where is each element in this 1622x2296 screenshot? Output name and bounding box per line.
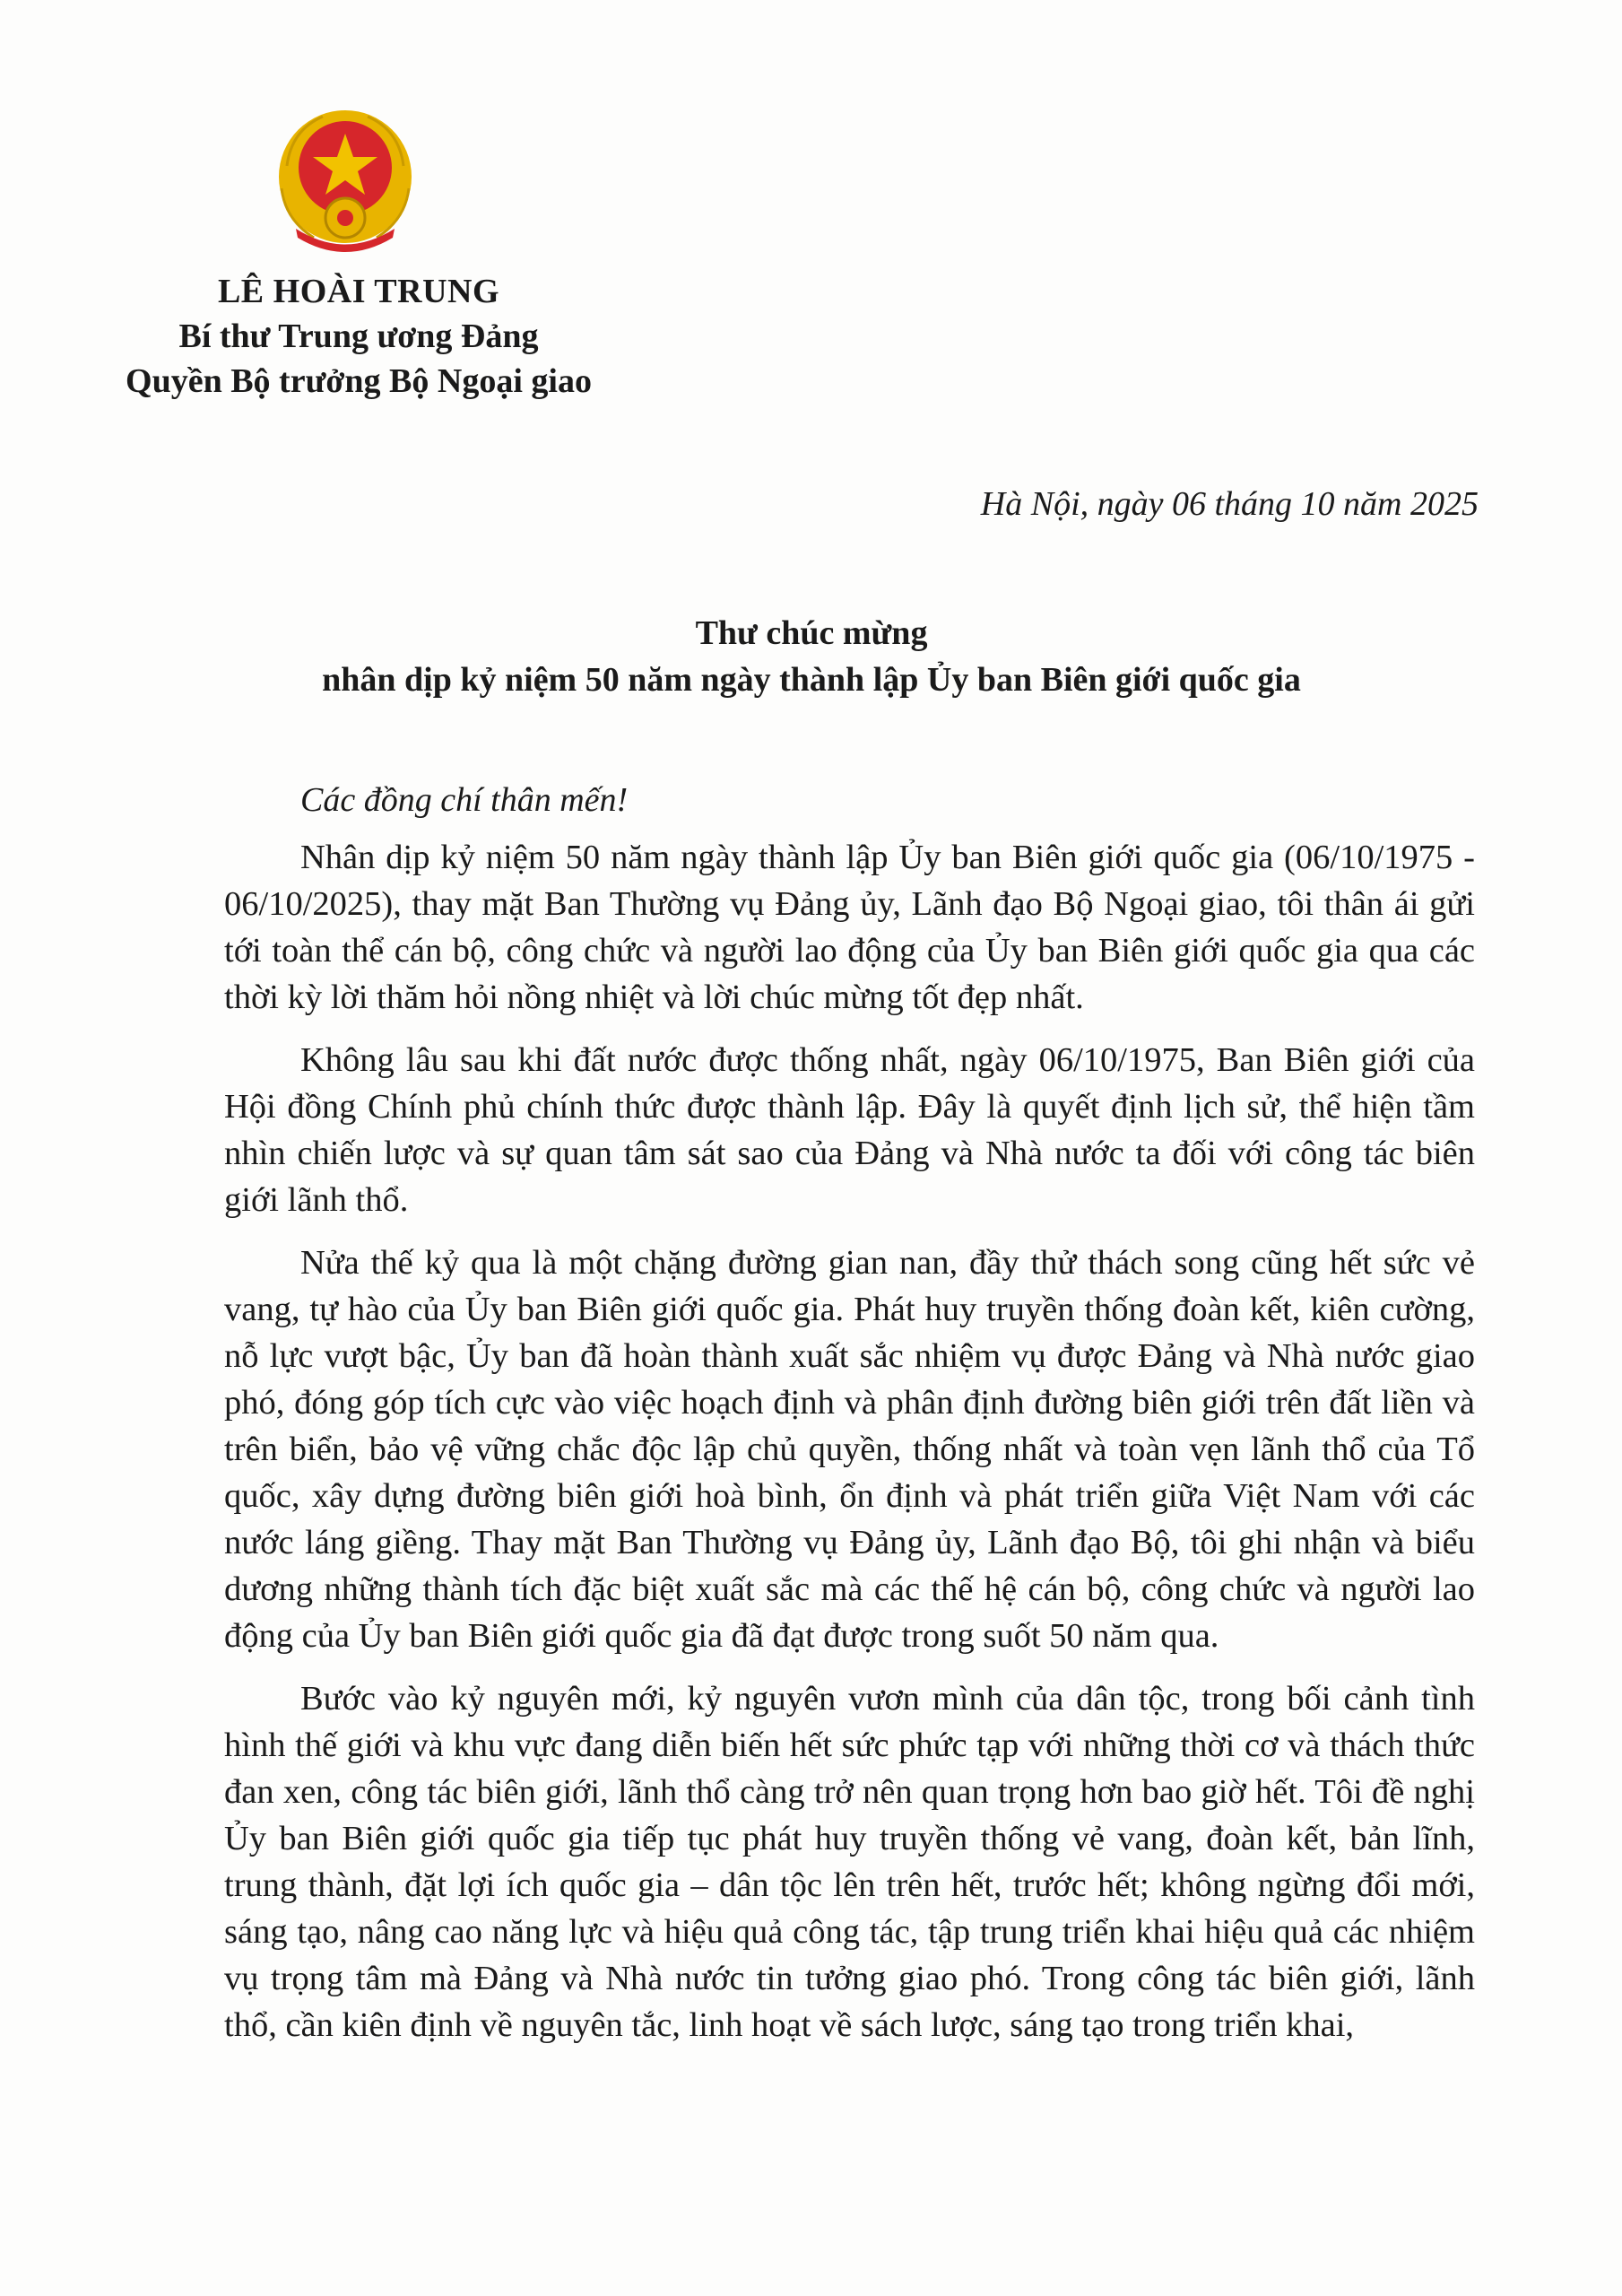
paragraph: Không lâu sau khi đất nước được thống nhất, ngày 06/10/1975, Ban Biên giới của Hội đồng Chính phủ chính thức được thành lập. Đây là quyết định lịch sử, thể hiện tầm nhìn chiến lược và sự quan tâm sát sao của Đảng và Nhà nước ta đối với công tác biên giới lãnh thổ. [224, 1041, 1475, 1219]
title-line-1: Thư chúc mừng [695, 614, 928, 652]
paragraph: Nhân dịp kỷ niệm 50 năm ngày thành lập Ủy ban Biên giới quốc gia (06/10/1975 - 06/10/2025), thay mặt Ban Thường vụ Đảng ủy, Lãnh đạo Bộ Ngoại giao, tôi thân ái gửi tới toàn thể cán bộ, công chức và người lao động của Ủy ban Biên giới quốc gia qua các thời kỳ lời thăm hỏi nồng nhiệt và lời chúc mừng tốt đẹp nhất. [224, 839, 1475, 1016]
sender-role-2: Quyền Bộ trưởng Bộ Ngoại giao [126, 362, 592, 400]
title-line-2: nhân dịp kỷ niệm 50 năm ngày thành lập Ủy ban Biên giới quốc gia [322, 661, 1301, 699]
greeting: Các đồng chí thân mến! [300, 781, 629, 819]
date-line: Hà Nội, ngày 06 tháng 10 năm 2025 [980, 485, 1479, 523]
national-emblem-icon [269, 103, 421, 256]
sender-name: LÊ HOÀI TRUNG [217, 273, 500, 310]
sender-block [54, 269, 664, 404]
sender-role-1: Bí thư Trung ương Đảng [178, 317, 539, 355]
letter-title [161, 610, 1462, 703]
paragraph: Bước vào kỷ nguyên mới, kỷ nguyên vươn mình của dân tộc, trong bối cảnh tình hình thế giới và khu vực đang diễn biến hết sức phức tạp với những thời cơ và thách thức đan xen, công tác biên giới, lãnh thổ càng trở nên quan trọng hơn bao giờ hết. Tôi đề nghị Ủy ban Biên giới quốc gia tiếp tục phát huy truyền thống vẻ vang, đoàn kết, bản lĩnh, trung thành, đặt lợi ích quốc gia – dân tộc lên trên hết, trước hết; không ngừng đổi mới, sáng tạo, nâng cao năng lực và hiệu quả công tác, tập trung triển khai hiệu quả các nhiệm vụ trọng tâm mà Đảng và Nhà nước tin tưởng giao phó. Trong công tác biên giới, lãnh thổ, cần kiên định về nguyên tắc, linh hoạt về sách lược, sáng tạo trong triển khai, [224, 1680, 1475, 2044]
paragraph: Nửa thế kỷ qua là một chặng đường gian nan, đầy thử thách song cũng hết sức vẻ vang, tự hào của Ủy ban Biên giới quốc gia. Phát huy truyền thống đoàn kết, kiên cường, nỗ lực vượt bậc, Ủy ban đã hoàn thành xuất sắc nhiệm vụ được Đảng và Nhà nước giao phó, đóng góp tích cực vào việc hoạch định và phân định đường biên giới trên đất liền và trên biển, bảo vệ vững chắc độc lập chủ quyền, thống nhất và toàn vẹn lãnh thổ của Tổ quốc, xây dựng đường biên giới hoà bình, ổn định và phát triển giữa Việt Nam với các nước láng giềng. Thay mặt Ban Thường vụ Đảng ủy, Lãnh đạo Bộ, tôi ghi nhận và biểu dương những thành tích đặc biệt xuất sắc mà các thế hệ cán bộ, công chức và người lao động của Ủy ban Biên giới quốc gia đã đạt được trong suốt 50 năm qua. [224, 1244, 1475, 1655]
letter-body [224, 834, 1475, 2065]
